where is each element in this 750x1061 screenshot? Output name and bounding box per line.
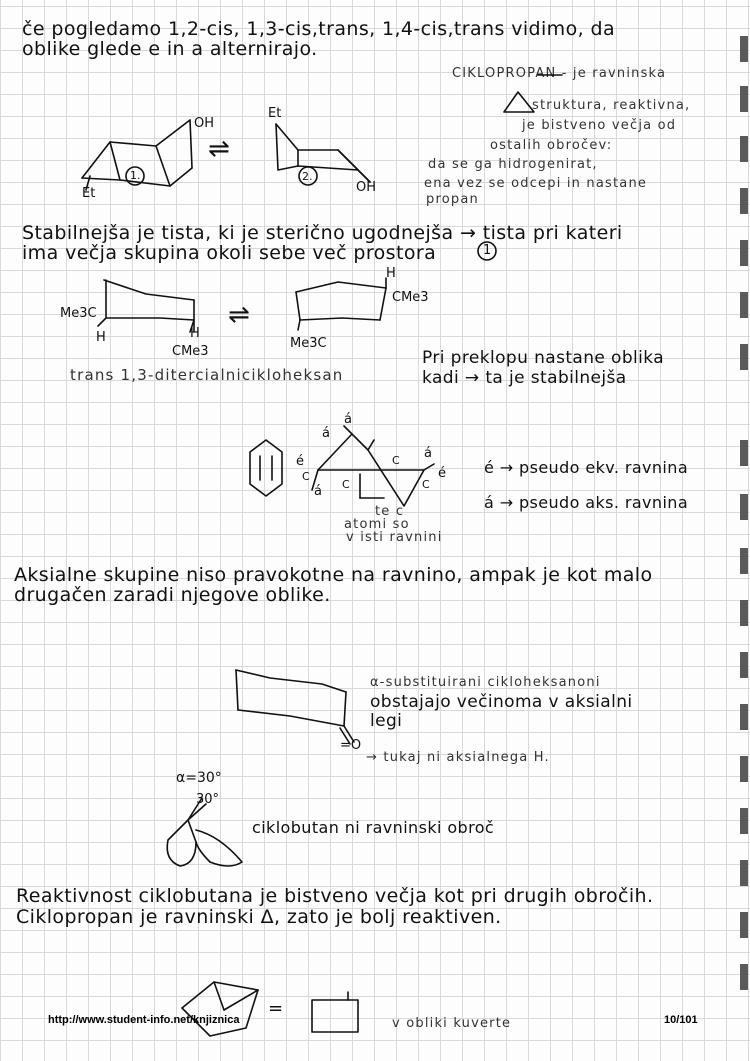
legend-e: é → pseudo ekv. ravnina (484, 458, 689, 477)
ciklopropan-line-5: da se ga hidrogenirat, (428, 157, 598, 172)
equilibrium-arrow-1: ⇌ (208, 134, 230, 164)
equilibrium-arrow-2: ⇌ (228, 300, 250, 330)
label-h-right: H (190, 326, 200, 341)
envelope-cyclopentane (176, 976, 266, 1042)
reaktivnost-line-1: Reaktivnost ciklobutana je bistveno večja kot pri drugih obročih. (16, 885, 654, 907)
label-c-3: C (392, 454, 400, 467)
margin-mark (740, 136, 748, 162)
cyclohexene-hexagon (246, 438, 286, 500)
margin-mark (740, 964, 748, 990)
margin-mark (740, 652, 748, 678)
ciklopropan-line-1: CIKLOPROPAN - je ravninska (452, 66, 667, 81)
margin-mark (740, 548, 748, 574)
label-circled-one: 1 (483, 243, 492, 258)
margin-mark (740, 600, 748, 626)
margin-mark (740, 86, 748, 112)
stabilnejsa-line-2: ima večja skupina okoli sebe več prostora (22, 242, 437, 264)
label-angle-alpha: α=30° (176, 770, 222, 786)
label-a-prime-top-1: á (322, 426, 330, 441)
margin-mark (740, 494, 748, 520)
aksialne-line-2: drugačen zaradi njegove oblike. (14, 584, 331, 606)
trans-caption: trans 1,3-ditercialnicikloheksan (70, 366, 344, 384)
ciklopropan-line-2: struktura, reaktivna, (532, 98, 691, 113)
boat-conformer-right (290, 274, 400, 344)
ciklobutan-caption: ciklobutan ni ravninski obroč (252, 818, 495, 837)
label-me3c-bottom: Me3C (290, 336, 327, 351)
atoms-line-3: v isti ravnini (346, 530, 443, 545)
label-et-2: Et (268, 106, 282, 121)
label-one: 1. (130, 169, 141, 182)
intro-line-1: če pogledamo 1,2-cis, 1,3-cis,trans, 1,4-cis,trans vidimo, da (22, 18, 615, 40)
envelope-square (308, 990, 368, 1038)
label-c-4: C (422, 478, 430, 491)
label-oh-1: OH (194, 116, 215, 131)
label-a-prime-left: á (314, 484, 322, 499)
label-a-prime-top-2: á (344, 412, 352, 427)
ciklopropan-line-3: je bistveno večja od (522, 118, 677, 133)
equals-sign: = (268, 998, 284, 1019)
alpha-line-2: obstajajo večinoma v aksialni (370, 692, 633, 712)
margin-mark (740, 756, 748, 782)
margin-mark (740, 860, 748, 886)
label-e-prime-left: é (296, 454, 304, 469)
margin-mark (740, 704, 748, 730)
label-me3c-left: Me3C (60, 306, 97, 321)
alpha-line-1: α-substituirani cikloheksanoni (370, 675, 601, 690)
label-two: 2. (302, 170, 313, 183)
alpha-line-3: legi (370, 711, 403, 731)
connector-arrow (536, 70, 566, 80)
label-cme3-bottom: CMe3 (172, 344, 209, 359)
margin-mark (740, 36, 748, 62)
label-h-top: H (386, 266, 396, 281)
label-h-left: H (96, 330, 106, 345)
aksialne-line-1: Aksialne skupine niso pravokotne na ravnino, ampak je kot malo (14, 564, 653, 586)
margin-mark (740, 912, 748, 938)
footer-url[interactable]: http://www.student-info.net/knjiznica (48, 1014, 240, 1026)
intro-line-2: oblike glede e in a alternirajo. (22, 38, 318, 60)
margin-mark (740, 188, 748, 214)
legend-a: á → pseudo aks. ravnina (484, 493, 689, 512)
atoms-line-2: atomi so (344, 517, 410, 532)
cyclopropane-triangle (500, 88, 540, 116)
label-c-2: C (342, 478, 350, 491)
margin-mark (740, 344, 748, 370)
margin-mark (740, 440, 748, 466)
label-et-1: Et (82, 186, 96, 201)
preklop-line-2: kadi → ta je stabilnejša (422, 368, 627, 388)
atoms-line-1: te c (375, 504, 405, 519)
tukaj-note: → tukaj ni aksialnega H. (366, 750, 550, 765)
label-angle-30: 30° (196, 792, 220, 807)
ciklopropan-line-7: propan (426, 192, 479, 207)
ciklopropan-line-6: ena vez se odcepi in nastane (424, 176, 648, 191)
page-number: 10/101 (664, 1014, 698, 1026)
kuverte-caption: v obliki kuverte (392, 1016, 512, 1031)
margin-mark (740, 292, 748, 318)
label-e-prime-right: é (438, 466, 446, 481)
reaktivnost-line-2: Ciklopropan je ravninski Δ, zato je bolj reaktiven. (16, 906, 502, 928)
ciklopropan-line-4: ostalih obročev: (490, 138, 613, 153)
label-c-1: C (302, 470, 310, 483)
label-cme3-right: CMe3 (392, 290, 429, 305)
margin-mark (740, 808, 748, 834)
label-oh-2: OH (356, 180, 377, 195)
preklop-line-1: Pri preklopu nastane oblika (422, 348, 665, 368)
label-oxo: =O (340, 738, 362, 753)
label-a-prime-right: á (424, 446, 432, 461)
stabilnejsa-line-1: Stabilnejša je tista, ki je sterično ugodnejša → tista pri kateri (22, 222, 623, 244)
margin-mark (740, 240, 748, 266)
